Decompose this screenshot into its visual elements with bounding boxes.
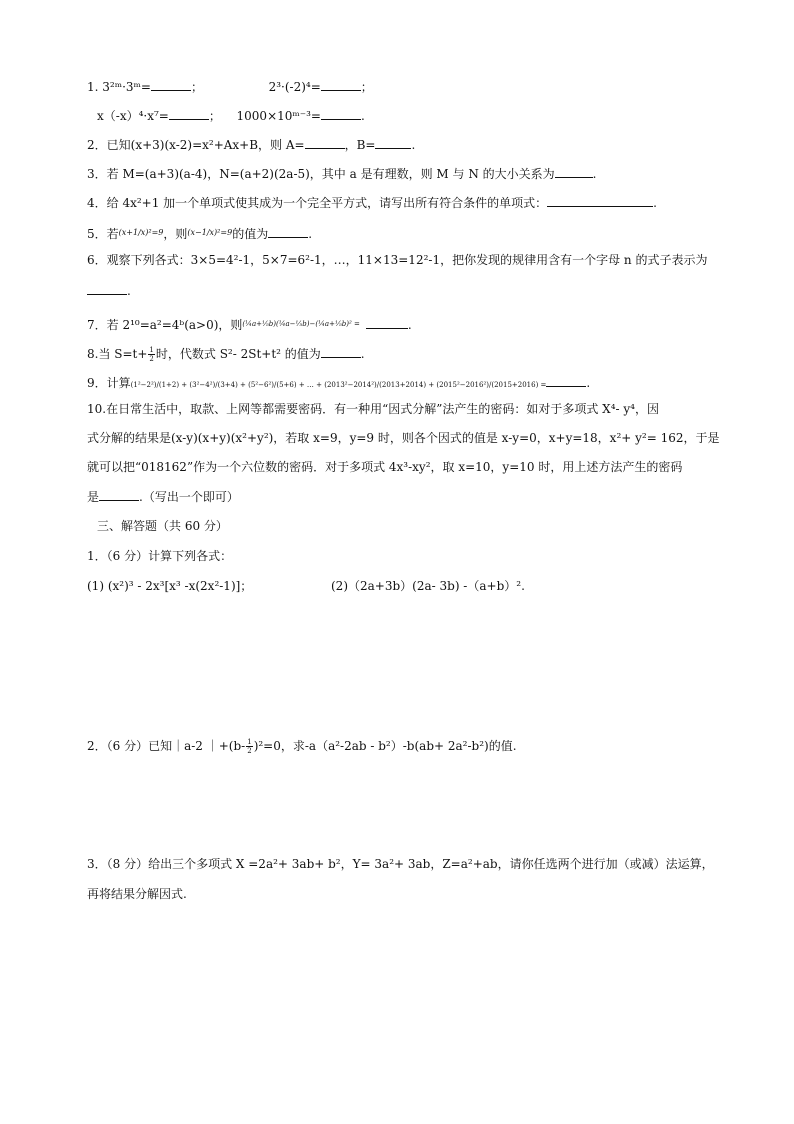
problem-2-frac-den: 2: [247, 747, 252, 755]
q2-mid: ，B=: [344, 138, 376, 152]
q5-mid: ，则: [163, 227, 188, 241]
q5-post: 的值为: [232, 227, 269, 241]
problem-2-frac-num: 1: [247, 738, 252, 746]
q3-end: .: [592, 167, 597, 181]
q1c-text: x（-x）⁴·x⁷=: [97, 109, 169, 123]
q1d-end: .: [360, 109, 365, 123]
q1a-blank[interactable]: [151, 78, 191, 91]
q5-target-expr: (x−1/x)²=9: [187, 228, 233, 237]
problem-3-line-1: [87, 856, 714, 872]
q8-end: .: [360, 347, 365, 361]
question-3: [87, 165, 596, 182]
problem-1a: (1) (x²)³ - 2x³[x³ -x(2x²-1)]；: [87, 579, 253, 593]
q7-pre: 7．若 2¹⁰=a²=4ᵇ(a>0)，则: [87, 318, 243, 332]
q9-end: .: [586, 376, 591, 390]
q6-text: 6．观察下列各式：3×5=4²-1，5×7=6²-1，…，11×13=12²-1，把你发现的规律用含有一个字母 n 的式子表示为: [87, 253, 708, 267]
q3-blank[interactable]: [555, 165, 593, 178]
q1d-text: 1000×10ᵐ⁻³=: [236, 109, 321, 123]
q4-end: .: [653, 196, 657, 210]
problem-1-parts: [87, 578, 525, 594]
q1d-blank[interactable]: [321, 107, 361, 120]
q9-pre: 9．计算: [87, 376, 131, 390]
question-6-answer-row: [87, 282, 131, 299]
q1b-blank[interactable]: [321, 78, 361, 91]
question-1-row-2: [97, 107, 365, 124]
q5-end: .: [308, 227, 313, 241]
problem-1: [87, 548, 232, 564]
q10-line-4-pre: 是: [87, 490, 100, 504]
problem-1-text: 1．（6 分）计算下列各式：: [87, 549, 233, 563]
problem-1b: (2)（2a+3b）(2a- 3b) -（a+b）².: [331, 579, 525, 593]
q8-pre: 8.当 S=t+: [87, 347, 148, 361]
q9-blank[interactable]: [546, 374, 586, 387]
q10-blank[interactable]: [99, 488, 139, 501]
question-9: [87, 374, 590, 393]
problem-2-pre: 2．（6 分）已知｜a-2 ｜+(b-: [87, 739, 246, 753]
q9-expr: (1²−2²)/(1+2) + (3²−4²)/(3+4) + (5²−6²)/(5+6) + … + (2013²−2014²)/(2013+2014) + (2015²−2016²)/(2015+2016) =: [130, 381, 547, 389]
q1b-text: 2³·(-2)⁴=: [268, 80, 321, 94]
question-4: [87, 194, 657, 211]
question-2: [87, 136, 415, 153]
q4-blank[interactable]: [547, 194, 653, 207]
problem-2-post: )²=0，求-a（a²-2ab - b²）-b(ab+ 2a²-b²)的值.: [253, 739, 517, 753]
problem-2: [87, 738, 517, 755]
q6-blank[interactable]: [87, 282, 127, 295]
q6-end: .: [127, 284, 131, 298]
problem-2-fraction: [246, 738, 252, 755]
q3-text: 3．若 M=(a+3)(a-4)，N=(a+2)(2a-5)，其中 a 是有理数，则 M 与 N 的大小关系为: [87, 167, 555, 181]
q1c-end: ；: [208, 109, 221, 123]
q8-frac-num: 1: [149, 346, 154, 354]
q8-post: 时，代数式 S²- 2St+t² 的值为: [155, 347, 321, 361]
q10-line-1-text: 10.在日常生活中，取款、上网等都需要密码．有一种用“因式分解”法产生的密码：如对于多项式 X⁴- y⁴，因: [87, 402, 659, 416]
q8-frac-den: 2: [149, 355, 154, 363]
q8-fraction: [148, 346, 154, 363]
q1a-end: ；: [190, 80, 203, 94]
q7-expr: (¼a+⅕b)(¼a−⅕b)−(¼a+⅕b)² =: [242, 320, 360, 328]
question-8: [87, 345, 365, 363]
q7-blank[interactable]: [366, 316, 408, 329]
problem-3-line-2: [87, 886, 187, 902]
question-10-line-4: [87, 488, 239, 505]
q5-blank[interactable]: [268, 225, 308, 238]
q2-end: .: [411, 138, 416, 152]
q5-condition-expr: (x+1/x)²=9: [118, 228, 164, 237]
q10-line-2-text: 式分解的结果是(x-y)(x+y)(x²+y²)，若取 x=9，y=9 时，则各个因式的值是 x-y=0，x+y=18，x²+ y²= 162，于是: [87, 431, 720, 445]
question-10-line-2: [87, 430, 720, 446]
problem-3-line-2-text: 再将结果分解因式.: [87, 887, 187, 901]
q1b-end: ；: [360, 80, 373, 94]
q1a-text: 1. 3²ᵐ·3ᵐ=: [87, 80, 151, 94]
question-10-line-1: [87, 401, 659, 417]
q4-text: 4．给 4x²+1 加一个单项式使其成为一个完全平方式，请写出所有符合条件的单项式：: [87, 196, 548, 210]
section-3-heading: [97, 518, 228, 534]
q2-text: 2．已知(x+3)(x-2)=x²+Ax+B，则 A=: [87, 138, 305, 152]
q5-pre: 5．若: [87, 227, 119, 241]
question-1-row-1: [87, 78, 373, 95]
question-6: [87, 252, 707, 268]
q2-blank-a[interactable]: [305, 136, 345, 149]
problem-3-line-1-text: 3．（8 分）给出三个多项式 X =2a²+ 3ab+ b²，Y= 3a²+ 3ab，Z=a²+ab，请你任选两个进行加（或减）法运算，: [87, 857, 714, 871]
question-5: [87, 225, 312, 242]
question-10-line-3: [87, 459, 682, 475]
q10-line-3-text: 就可以把“018162”作为一个六位数的密码．对于多项式 4x³-xy²，取 x=10，y=10 时，用上述方法产生的密码: [87, 460, 683, 474]
q2-blank-b[interactable]: [375, 136, 411, 149]
q7-end: .: [407, 318, 412, 332]
q1c-blank[interactable]: [169, 107, 209, 120]
question-7: [87, 316, 412, 333]
q10-line-4-post: .（写出一个即可）: [139, 490, 239, 504]
section-3-heading-text: 三、解答题（共 60 分）: [97, 519, 228, 533]
q8-blank[interactable]: [321, 345, 361, 358]
